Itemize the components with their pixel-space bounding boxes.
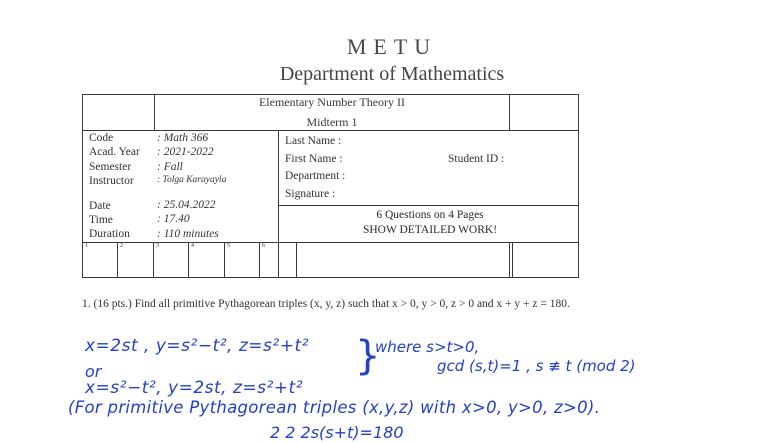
handwritten-note: (For primitive Pythagorean triples (x,y,z) with x>0, y>0, z>0). — [68, 398, 601, 417]
work-instruction: SHOW DETAILED WORK! — [362, 224, 498, 236]
info-label-instructor: Instructor — [89, 175, 134, 187]
signature-field[interactable]: Signature : — [285, 188, 336, 200]
info-value-date: : 25.04.2022 — [157, 199, 216, 211]
university-name: METU — [346, 34, 438, 59]
handwritten-brace: } — [355, 333, 381, 379]
info-label-date: Date — [89, 200, 111, 212]
handwritten-bottom-line: 2 2 2s(s+t)=180 — [270, 423, 404, 442]
question-count: 6 Questions on 4 Pages — [376, 209, 484, 221]
info-label-code: Code — [89, 132, 114, 144]
handwritten-or: or — [85, 362, 102, 381]
handwritten-where: where s>t>0, — [375, 338, 480, 356]
info-value-semester: : Fall — [157, 161, 183, 173]
score-box-1[interactable]: 1 — [85, 243, 88, 249]
question-1-text: 1. (16 pts.) Find all primitive Pythagorean triples (x, y, z) such that x > 0, y > 0, z > 0 and x + y + z = 180. — [82, 298, 570, 310]
score-box-6[interactable]: 6 — [262, 243, 265, 249]
info-label-acad-year: Acad. Year — [89, 146, 140, 158]
score-box-2[interactable]: 2 — [120, 243, 123, 249]
department-field[interactable]: Department : — [285, 170, 346, 182]
score-box-4[interactable]: 4 — [191, 243, 194, 249]
score-box-3[interactable]: 3 — [156, 243, 159, 249]
first-name-field[interactable]: First Name : — [285, 153, 343, 165]
exam-title: Midterm 1 — [306, 115, 358, 129]
last-name-field[interactable]: Last Name : — [285, 135, 342, 147]
student-id-field[interactable]: Student ID : — [448, 153, 505, 165]
handwritten-line-2: x=s²−t², y=2st, z=s²+t² — [85, 378, 304, 398]
info-label-semester: Semester — [89, 161, 132, 173]
info-value-time: : 17.40 — [157, 213, 190, 225]
handwritten-line-1: x=2st , y=s²−t², z=s²+t² — [85, 336, 309, 356]
course-title: Elementary Number Theory II — [258, 95, 406, 109]
info-value-duration: : 110 minutes — [157, 228, 219, 240]
info-label-duration: Duration — [89, 228, 130, 240]
info-value-instructor: : Tolga Karayayla — [157, 175, 227, 185]
info-label-time: Time — [89, 214, 113, 226]
handwritten-gcd-condition: gcd (s,t)=1 , s ≢ t (mod 2) — [437, 357, 636, 375]
info-value-acad-year: : 2021-2022 — [157, 146, 214, 158]
info-value-code: : Math 366 — [157, 132, 209, 144]
department-name: Department of Mathematics — [279, 63, 505, 85]
score-box-5[interactable]: 5 — [227, 243, 230, 249]
